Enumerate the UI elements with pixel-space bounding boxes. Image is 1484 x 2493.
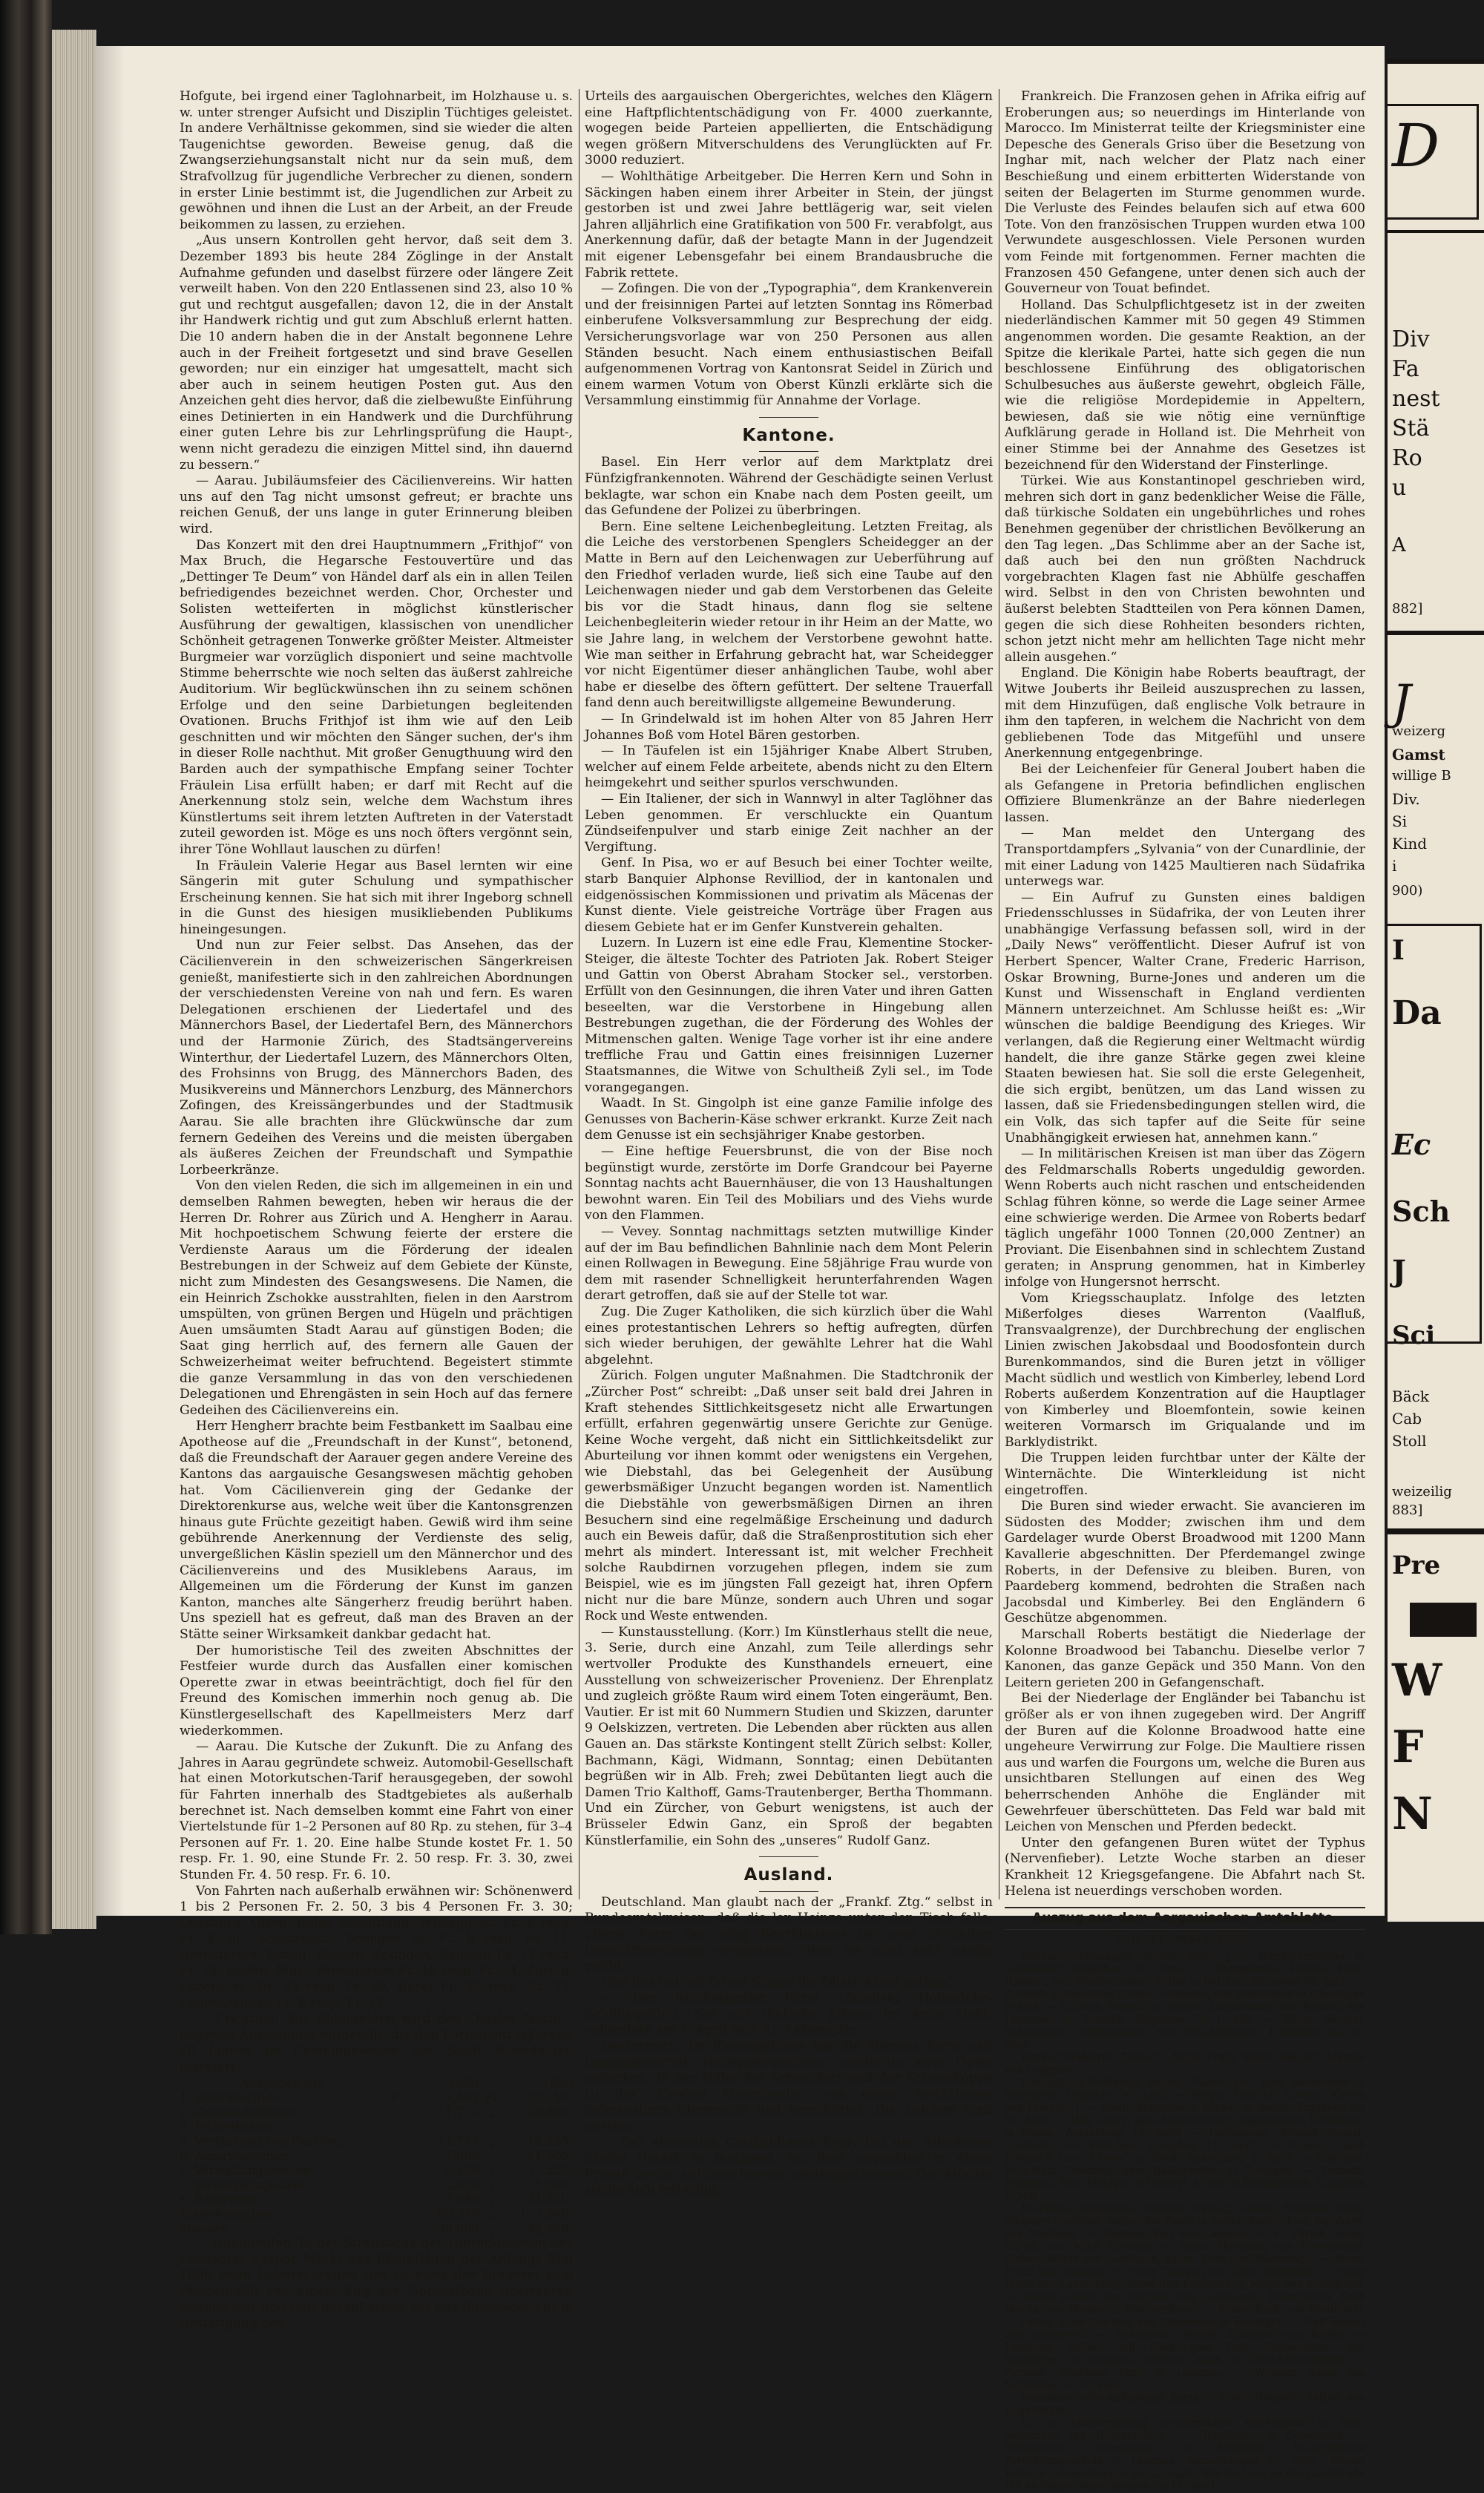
article-paragraph: — Man meldet den Untergang des Transportdampfers „Sylvania“ von der Cunardlinie, der mit einer Ladung von 1425 Maultieren nach Südafrika unterwegs war. <box>1005 826 1365 890</box>
article-paragraph: — Kunstausstellung. (Korr.) Im Künstlerhaus stellt die neue, 3. Serie, durch eine Anzahl, zum Teile allerdings sehr wertvoller Produkte des Kunsthandels erneuert, eine Ausstellung von schweizerischer Provenienz. Der Ehrenplatz und zugleich größte Raum wird einem Toten eingeräumt, Ben. Vautier. Er ist mit 60 Nummern Studien und Skizzen, darunter 9 Oelskizzen, vertreten. Die Lebenden aber rückten aus allen Gauen an. Das stärkste Kontingent stellt Zürich selbst: Koller, Bachmann, Kägi, Widmann, Sonntag; einen Debütanten begrüßen wir in Alb. Freh; zwei Debütanten liegt auch die Damen Trio Kalthoff, Gams-Trautenberger, Bertha Thommann. Und ein Zürcher, von Geburt wenigstens, ist auch der Brüsseler Edwin Ganz, ein Sproß der begabten Künstlerfamilie, ein Sohn des „unseres“ Rudolf Ganz. <box>585 1624 993 1848</box>
article-paragraph: — Ein Aufruf zu Gunsten eines baldigen Friedensschlusses in Südafrika, der von Leuten ihrer unabhängige Verfassung befassen soll, wird in der „Daily News“ veröffentlicht. Dieser Aufruf ist von Herbert Spencer, Walter Crane, Frederic Harrison, Oskar Browning, Burne-Jones und anderen um die Kunst und Wissenschaft in England verdienten Männern unterzeichnet. Am Schlusse heißt es: „Wir wünschen die baldige Beendigung des Krieges. Wir verlangen, daß die Regierung einer Weltmacht würdig handelt, die ihre ganze Stärke gegen zwei kleine Staaten bewiesen hat. Sie soll die erste Gelegenheit, die sich ergibt, benützen, um das Land wissen zu lassen, daß sie Friedensbedingungen stellen wird, die ein Volk, das sich tapfer auf die Seite für seine Unabhängigkeit erwiesen hat, annehmen kann.“ <box>1005 890 1365 1146</box>
ad-text: Kind <box>1392 835 1428 853</box>
table-row <box>180 2163 573 2178</box>
amtsblatt-date: Vom 31. März 1900. <box>1114 1932 1255 1946</box>
ad-text: Ec <box>1392 1128 1431 1161</box>
table-row <box>180 2119 573 2134</box>
article-paragraph: Vom Kriegsschauplatz. Infolge des letzten Mißerfolges dieses Warrenton (Vaalfluß, Transvaalgrenze), der Durchbrechung der englischen Linien zwischen Jakobsdaal und Boodosfontein durch Burenkommandos, sind die Buren jetzt in völliger Macht südlich und westlich von Kimberley, lebend Lord Roberts außerdem Konzentration auf die Hauptlager von Kimberley und Bloemfontein, sowie keinen weiteren Vormarsch im Griqualande und im Barklydistrikt. <box>1005 1290 1365 1450</box>
table-cell: „ <box>395 2177 403 2192</box>
article-paragraph: Zug. Die Zuger Katholiken, die sich kürzlich über die Wahl eines protestantischen Lehrers so heftig aufregten, dürfen sich wieder beruhigen, der gewählte Lehrer hat die Wahl abgelehnt. <box>585 1304 993 1367</box>
table-cell <box>386 2119 413 2134</box>
table-cell: „ <box>395 2221 403 2236</box>
ad-text: nest <box>1392 386 1440 412</box>
table-header-cell: 1900 <box>542 2075 573 2090</box>
table-cell: 17,250. <box>527 2163 573 2178</box>
table-cell: „ <box>395 2163 403 2178</box>
ad-text: I <box>1392 935 1405 966</box>
article-paragraph: Genf. In Pisa, wo er auf Besuch bei einer Tochter weilte, starb Banquier Alphonse Revilliod, der in kantonalen und eidgenössischen Kommissionen und privatim als Mäcenas der Kunst diente. Viele geistreiche Vorträge über Fragen aus diesem Gebiete hat er im Genfer Kunstverein gehalten. <box>585 855 993 935</box>
article-paragraph: — In militärischen Kreisen ist man über das Zögern des Feldmarschalls Roberts ungeduldig geworden. Wenn Roberts auch nicht raschen und entscheidenden Schlag führen könne, so werde die Lage seiner Armee eine schwierige werden. Die Armee von Roberts bedarf täglich ungefähr 1000 Tonnen (20,000 Zentner) an Proviant. Die Eisenbahnen sind in schlechtem Zustand geraten; in Ansprung genommen, hat in Kimberley infolge von Hungersnot herrscht. <box>1005 1146 1365 1290</box>
article-paragraph: Urteils des aargauischen Obergerichtes, welches den Klägern eine Haftpflichtentschädigung von Fr. 4000 zuerkannte, wogegen beide Parteien appellierten, die Entschädigung wegen größern Mitverschuldens des Verunglückten auf Fr. 3000 reduziert. <box>585 89 993 168</box>
ad-text: F <box>1392 1721 1424 1773</box>
article-paragraph: „Aus unsern Kontrollen geht hervor, daß seit dem 3. Dezember 1893 bis heute 284 Zöglinge in der Anstalt Aufnahme gefunden und daselbst fürzere oder längere Zeit verweilt haben. Von den 220 Entlassenen sind 23, also 10 % gut und rechtgut ausgefallen; davon 12, die in der Anstalt ihr Handwerk richtig und gut zum Abschluß erlernt hatten. Die 10 andern haben die in der Anstalt begonnene Lehre auch in der Freiheit fortgesetzt und sind brave Gesellen geworden; nur ein einziger hat umgesattelt, macht sich aber auch in seinem heutigen Posten gut. Aus den Anzeichen geht dies hervor, daß die zielbewußte Einführung eines Detinierten in ein Handwerk und die Durchführung einer guten Lehre bis zur Lehrlingsprüfung die Haupt-, wenn nicht geradezu die einzigen Mittel sind, ihn dauernd zu bessern.“ <box>180 233 573 473</box>
table-cell: 2,650 <box>444 2177 479 2192</box>
article-paragraph: Konkurs-Widerruf. Zurzach. Angst Franz Xaver, Maurer, Marzen von Lengnau. <box>1005 2052 1365 2077</box>
article-paragraph: — Aarau. Jubiläumsfeier des Cäcilienvereins. Wir hatten uns auf den Tag nicht umsonst gefreut; er brachte uns reichen Genuß, der uns lange in guter Erinnerung bleiben wird. <box>180 473 573 537</box>
article-paragraph: Zürich. Folgen unguter Maßnahmen. Die Stadtchronik der „Zürcher Post“ schreibt: „Daß unser seit bald drei Jahren in Kraft stehendes Sittlichkeitsgesetz nicht alle Erwartungen erfüllt, erfahren gegenwärtig unsere Gerichte zur Genüge. Keine Woche vergeht, daß nicht ein Sittlichkeitsdelikt zur Aburteilung vor ihnen kommt oder wenigstens ein Vergehen, wie Diebstahl, das bei Gelegenheit der Ausübung gewerbsmäßiger Unzucht begangen worden ist. Namentlich die Diebstähle von gewerbsmäßigen Dirnen an ihren Besuchern sind eine regelmäßige Erscheinung und dadurch auch ein Beweis dafür, daß die Straßenprostitution sich eher mehrt als mindert. Interessant ist, mit welcher Frechheit solche Raubdirnen vorzugehen pflegen, indem sie zum Beispiel, wie es im jüngsten Fall gezeigt hat, ihren Opfern nicht nur die bare Münze, sondern auch Uhren und sogar Rock und Weste entwenden. <box>585 1368 993 1624</box>
table-row <box>180 2178 573 2193</box>
table-cell: „ <box>489 2104 496 2119</box>
table-cell: 11,722 <box>437 2104 479 2119</box>
table-cell: „ <box>489 2221 496 2236</box>
table-cell: „ <box>395 2134 403 2148</box>
table-cell: „ <box>395 2148 403 2163</box>
article-paragraph: — Eine heftige Feuersbrunst, die von der Bise noch begünstigt wurde, zerstörte im Dorfe Grandcour bei Payerne Sonntag nachts acht Bauernhäuser, die von 13 Haushaltungen bewohnt waren. Ein Teil des Mobiliars und des Viehs wurde von den Flammen. <box>585 1144 993 1223</box>
table-cell: 20,800. <box>527 2104 573 2119</box>
table-cell: „ <box>489 2192 496 2207</box>
table-cell <box>413 2119 479 2134</box>
column-middle <box>585 89 993 2198</box>
article-paragraph: Von Fahrten nach außerhalb erwähnen wir: Schönenwerd 1 bis 2 Personen Fr. 2. 50, 3 bis 4 Personen Fr. 3. 30; Lenzburg, Olten, Kulm, Schöftland, Wildegg ec. Fr. 6 resp. Fr. 8. 50, Schinznach, Seengen ec. Fr. 8 resp. Fr. 11, Bremgarten, Brugg, Wohlen, Zofingen, Reinach Fr. 12 resp. Fr. 18, Baden, Muri, Bremgarten Fr. 18 resp. Fr. 24, Zürich, Luzern ec. Fr. 22 resp. Fr. 30, Basel Fr. 25 resp. Fr. 32, Laurenzenbad Fr. 8 resp. Fr. 12. <box>180 1883 573 2011</box>
amtsblatt-heading: Auszug aus dem Aargauischen Amtsblatte. <box>1005 1907 1365 1930</box>
ad-text: Sci <box>1392 1321 1436 1350</box>
table-row <box>180 2134 573 2149</box>
ad-text: i <box>1392 857 1397 875</box>
table-cell: Steuern <box>180 2221 229 2236</box>
article-paragraph: Marschall Roberts bestätigt die Niederlage der Kolonne Broadwood bei Tabanchu. Dieselbe verlor 7 Kanonen, das ganze Gepäck und 350 Mann. Von den Leitern gerieten 200 in Gefangenschaft. <box>1005 1627 1365 1690</box>
table-row <box>180 2207 573 2221</box>
ad-text: D <box>1392 111 1440 180</box>
article-paragraph: Unter den gefangenen Buren wütet der Typhus (Nervenfieber). Letzte Woche starben an dieser Krankheit 12 Kriegsgefangene. Die Abfahrt nach St. Helena ist neuerdings verschoben worden. <box>1005 1835 1365 1899</box>
ad-text: J <box>1392 675 1411 730</box>
book-binding <box>0 0 52 1934</box>
table-cell: 3. Polizeikasse: <box>180 2119 273 2134</box>
article-paragraph: Ur- u. Amtschreibung. Neuerrichtete Mittelschule in Suhr, verbunden mit Bürgerschule. — Oberlehrer in Gebenstorf. — Unterlehrer Oberschule in Stettfeld. Neuerrichtete Fortbildungsschule in Lengnau. Anmeldungen 22. April. Pfarrei Rohrdorf. Anmeldungen bis 22. April. Wärterstelle an der Landstraße II 8 zu Bözen. Anmeldungen bis 15. April. <box>1005 2417 1365 2493</box>
ad-text: Pre <box>1392 1551 1441 1580</box>
article-paragraph: Basel. Ein Herr verlor auf dem Marktplatz drei Fünfzigfrankennoten. Während der Geschädigte seinen Verlust beklagte, war schon ein Knabe nach dem Posten geeilt, um das Gefundene der Polizei zu überbringen. <box>585 455 993 519</box>
article-paragraph: — Frickthal. Aus Rheinfelden wird den „Basler Nachr.“ folgende Ausstellung mitgeteilt, die den Fortschritt während 20 Jahren im Gemeindewesen der Stadt Rheinfelden markiert: <box>180 2011 573 2075</box>
ad-text: Fa <box>1392 356 1419 382</box>
table-cell: „ <box>489 2148 496 2163</box>
article-paragraph: Herr Hengherr brachte beim Festbankett im Saalbau eine Apotheose auf die „Freundschaft in der Kunst“, betonend, daß die Freundschaft der Aarauer gegen andere Vereine des Kantons das aargauische Gesangswesen mächtig gehoben hat. Vom Cäcilienverein ging der Gedanke der Direktorenkurse aus, welche weit über die Kantonsgrenzen hinaus gute Früchte gezeitigt haben. Gewiß wird ihm seine gebührende Anerkennung der Verdienste des selig, unvergeßlichen Käslin speziell um den Männerchor und des Cäcilienvereins und des Musiklebens Aaraus, im Allgemeinen um die Förderung der Kunst im ganzen Kanton, manches alte Sängerherz freudig berührt haben. Uns speziell hat es gefreut, daß man des Braven an der Stätte seiner Wirksamkeit dankbar gedacht hat. <box>180 1419 573 1642</box>
kantone-section <box>585 455 993 1849</box>
ad-text: J <box>1392 1254 1406 1289</box>
article-paragraph: In Fräulein Valerie Hegar aus Basel lernten wir eine Sängerin mit guter Schulung und sympathischer Erscheinung kennen. Sie hat sich mit ihrer Ingeborg schnell in die Gunst des hiesigen musikliebenden Publikums hineingesungen. <box>180 858 573 937</box>
table-cell: „ <box>489 2163 496 2178</box>
table-header-cell: Ausgaben pro <box>240 2075 325 2090</box>
article-paragraph: — In Täufelen ist ein 15jähriger Knabe Albert Struben, welcher auf einem Felde arbeitete, abends nicht zu den Eltern heimgekehrt und seither spurlos verschwunden. <box>585 743 993 791</box>
table-cell: 7,000 <box>444 2148 479 2163</box>
table-cell: 60,379 <box>437 2206 479 2221</box>
article-paragraph: — Aarau. Die Kutsche der Zukunft. Die zu Anfang des Jahres in Aarau gegründete schweiz. Automobil-Gesellschaft hat einen Motorkutschen-Tarif herausgegeben, der sowohl für Fahrten innerhalb des Stadtgebietes als außerhalb berechnet ist. Nach demselben kommt eine Fahrt von einer Viertelstunde für 1–2 Personen auf 80 Rp. zu stehen, für 3–4 Personen auf Fr. 1. 20. Eine halbe Stunde kostet Fr. 1. 50 resp. Fr. 1. 90, eine Stunde Fr. 2. 50 resp. Fr. 3. 30, zwei Stunden Fr. 4. 50 resp. Fr. 6. 10. <box>180 1739 573 1882</box>
table-cell: „ <box>489 2177 496 2192</box>
article-paragraph: — Rheinfelden. In der Streitsache der Hinterlassenen des Landwirts Kaspar Märki aus Rheinfelden der Anfangs Mai 1898 beim Ueberschreiten des Geleises der Brauerei zum Feldschlößli von einem Zug der Nordostbahn überfahren worden war und tags darauf starb, hat das Bundesgericht in Bestätigung des <box>180 2236 573 2331</box>
article-paragraph: Oesterreich. Im Riesengebirge hat die überaus harte und langandauernde Hochgebirgswinter wiederum zwei Opfer gefordert. In der Nähe des Schneiders und der Schneekoppe ist der „Großen Sturmhaube“ von einem furchtbaren Schneesturm überrascht und verschüttet. Die Leichen fand gestern. <box>585 2039 993 2135</box>
table-cell: „ <box>395 2192 403 2207</box>
section-heading-ausland: Ausland. <box>743 1865 834 1885</box>
newspaper-page <box>95 46 1385 2493</box>
ad-text: Gamst <box>1392 746 1445 763</box>
column-left <box>180 89 573 2331</box>
article-paragraph: Und nun zur Feier selbst. Das Ansehen, das der Cäcilienverein in den schweizerischen Sängerkreisen genießt, manifestierte sich in den zahlreichen Abordnungen der verschiedensten Vereine von nah und fern. Es waren Delegationen erschienen der Liedertafel und des Männerchors Basel, der Liedertafel Bern, des Männerchors und der Harmonie Zürich, des Stadtsängervereins Winterthur, der Liedertafel Luzern, des Männerchors Olten, des Frohsinns von Brugg, des Männerchors Baden, des Musikvereins und Männerchors Lenzburg, des Männerchors Zofingen, des Kreissängerbundes und der Stadtmusik Aarau. Sie alle brachten ihre Glückwünsche dar zum fernern Gedeihen des Vereins und die meisten übergaben als äußeres Zeichen der Freundschaft und Sympathie Lorbeerkränze. <box>180 938 573 1177</box>
article-paragraph: — Ein Italiener, der sich in Wannwyl in alter Taglöhner das Leben genommen. Er verschluckte ein Quantum Zündseifenpulver und starb einige Zeit nachher an der Vergiftung. <box>585 791 993 855</box>
section-divider <box>759 1891 818 1892</box>
article-paragraph: Waadt. In St. Gingolph ist eine ganze Familie infolge des Genusses von Bacherin-Käse schwer erkrankt. Kurze Zeit nach dem Genusse ist ein sechsjähriger Knabe gestorben. <box>585 1096 993 1143</box>
ad-text: 900) <box>1392 883 1423 899</box>
table-cell: Fr. <box>484 2090 502 2105</box>
table-header-cell: 1880 <box>448 2075 479 2090</box>
article-paragraph: Und das hat mit ihrem Singer die Ohstruktion gethan! <box>601 1974 953 1990</box>
section-divider <box>759 417 818 418</box>
article-paragraph: Vormundschafts-Aufhebung. Zurzach. Zöbel, Heinrich, Sattler, von Degerfelden. <box>1005 2392 1365 2417</box>
section-divider <box>759 1856 818 1857</box>
article-paragraph: Konkurs-Eröffnungen. Baden. Killer, Jos., Schreinermeister in Gebenstorf. Eingaben 30. April. — Bremgarten. Leupin, Fritz, Händler, von Windischstein, früher in Berikon, Eingaben 30. April. — Zurzach. Gutenacher, Gottfr., Schlosser, von Staffelbach in Ofstringen Schluß. — Zurzach. Höger, Ihr. Johann, Zimmermann und Krämer, von Lienstein, in Zurzach. Eingaben bis 1. Mai. — Wyler, Samuel, Schweizerin, Weißwäscher, von Neu-Endingen. Eingaben bis 10. April. <box>1005 1951 1365 2052</box>
amtsblatt-entries <box>1005 1951 1365 2493</box>
ad-text: 882] <box>1392 601 1423 617</box>
article-paragraph: Das Konzert mit den drei Hauptnummern „Frithjof“ von Max Bruch, die Hegarsche Festouvertüre und das „Dettinger Te Deum“ von Händel darf als ein in allen Teilen befriedigendes bezeichnet werden. Chor, Orchester und Solisten wetteiferten in möglichst künstlerischer Ausführung der gewaltigen, klassischen von unendlicher Schönheit getragenen Tonwerke größter Meister. Altmeister Burgmeier war vorzüglich disponiert und seine machtvolle Stimme beherrschte wie noch selten das äußerst zahlreiche Auditorium. Wir beglückwünschen ihn zu seinem schönen Erfolge und den seine Darbietungen begleitenden Ovationen. Bruchs Frithjof ist ihm wie auf den Leib geschnitten und wir möchten den Sänger suchen, der's ihm in dieser Rolle nachthut. Mit großer Genugthuung wird den Barden auch der sympathische Empfang seiner Tochter Fräulein Lisa erfüllt haben; er darf mit Recht auf die Anerkennung stolz sein, welche dem Wachstum ihres Künstlertums seit ihrem letzten Auftreten in der Vaterstadt zuteil geworden ist. Möge es uns noch öfters vergönnt sein, ihrer Töne Wohllaut lauschen zu dürfen! <box>180 537 573 857</box>
table-cell: 117,900. <box>519 2206 573 2221</box>
article-paragraph: — In Grindelwald ist im hohen Alter von 85 Jahren Herr Johannes Boß vom Hotel Bären gestorben. <box>585 711 993 743</box>
article-paragraph: Frankreich. Die Franzosen gehen in Afrika eifrig auf Eroberungen aus; so neuerdings im Hinterlande von Marocco. Im Ministerrat teilte der Kriegsminister eine Depesche des Generals Griso über die Besetzung von Inghar mit, nach welcher der Platz nach einer Beschießung und einem erbitterten Widerstande von seiten der Belagerten im Sturme genommen wurde. Die Verluste des Feindes belaufen sich auf etwa 600 Tote. Von den französischen Truppen wurden etwa 100 Verwundete ausgeschlossen. Viele Personen wurden vom Feinde mit fortgenommen. Ferner machten die Franzosen 450 Gefangene, unter denen sich auch der Gouverneur von Touat befindet. <box>1005 89 1365 297</box>
article-paragraph: Hofgute, bei irgend einer Taglohnarbeit, im Holzhause u. s. w. unter strenger Aufsicht und Disziplin Tüchtiges geleistet. In andere Verhältnisse gekommen, sind sie wieder die alten Taugenichtse geworden. Beweise genug, daß die Zwangserziehungsanstalt nicht nur da sein muß, dem Strafvollzug für jugendliche Verbrecher zu dienen, sondern in erster Linie bestimmt ist, die Jugendlichen zur Arbeit zu gewöhnen und ihnen die Lust an der Arbeit, an der Freude beikommen zu lassen, zu erziehen. <box>180 89 573 232</box>
article-paragraph: Die Truppen leiden furchtbar unter der Kälte der Winternächte. Die Winterkleidung ist nicht eingetroffen. <box>1005 1451 1365 1498</box>
table-cell: Fr. <box>390 2090 408 2105</box>
table-cell: Total-Ausgaben <box>180 2206 274 2221</box>
table-cell: 9,500 <box>444 2163 479 2178</box>
table-cell <box>479 2119 506 2134</box>
ad-text: Cab <box>1392 1410 1422 1428</box>
article-paragraph: — Wohlthätige Arbeitgeber. Die Herren Kern und Sohn in Säckingen haben einem ihrer Arbeiter in Stein, der jüngst gestorben ist und zwei Jahre bettlägerig war, seit vielen Jahren alljährlich eine Gratifikation von 500 Fr. verabfolgt, aus Anerkennung dafür, daß der betagte Mann in der Jugendzeit mit eigener Lebensgefahr bei einem Brandausbruche die Fabrik rettete. <box>585 168 993 280</box>
article-paragraph: Bei der Leichenfeier für General Joubert haben die als Gefangene in Pretoria befindlichen englischen Offiziere Blumenkränze an der Bahre niederlegen lassen. <box>1005 761 1365 825</box>
article-paragraph: Luzern. In Luzern ist eine edle Frau, Klementine Stocker-Steiger, die älteste Tochter des Patrioten Jak. Robert Steiger und Gattin von Oberst Abraham Stocker sel., verstorben. Erfüllt von den Gesinnungen, die ihren Vater und ihren Gatten beseelten, war die Verstorbene in Hingebung allen Bestrebungen zugethan, die der Förderung des Wohles der Mitmenschen galten. Wenige Tage vorher ist ihr eine andere treffliche Frau und Gattin eines freisinnigen Luzerner Staatsmannes, die Witwe von Schultheiß Zyli sel., im Tode vorangegangen. <box>585 936 993 1095</box>
article-paragraph: Der humoristische Teil des zweiten Abschnittes der Festfeier wurde durch das Ausfallen einer komischen Operette zwar in etwas beeinträchtigt, doch fiel für den Freund des Komischen immerhin noch genug ab. Die Künstlergesellschaft des Kapellmeisters Merz darf wiederkommen. <box>180 1643 573 1738</box>
article-paragraph: Bei der Niederlage der Engländer bei Tabanchu ist größer als er von ihnen zugegeben wird. Der Angriff der Buren auf die Kolonne Broadwood hatte eine ungeheure Verwirrung zur Folge. Die Maultiere rissen aus und warfen die Fourgons um, welche die Buren aus unsichtbaren Stellungen auf einen des Weg beherrschenden Anhöhe die Engländer mit Gewehrfeuer überschütteten. Das Feld war bald mit Leichen von Menschen und Pferden bedeckt. <box>1005 1691 1365 1835</box>
ad-text: Si <box>1392 812 1408 830</box>
table-header-row <box>180 2076 573 2091</box>
ausland-continued-section <box>1005 89 1365 1899</box>
article-paragraph: Deutschland. Man glaubt nach der „Frankf. Ztg.“ selbst in Bundesratskreisen, daß die lex Heinze unter den Tisch falle. „Diese Form des selig Begräbnisses ist zwar in keiner Geschäftsordnung vorgesehen, aber sie wird sehr häufig geübt.“ <box>585 1894 993 1974</box>
article-paragraph: — Zofingen. Die von der „Typographia“, dem Krankenverein und der freisinnigen Partei auf letzten Sonntag ins Römerbad einberufene Volksversammlung zur Besprechung der eidg. Versicherungsvorlage war von 250 Personen aus allen Ständen besucht. Nach einem enthusiastischen Beifall aufgenommenen Vortrag von Kantonsrat Seidel in Zürich und einem warmen Votum von Oberst Künzli erklärte sich die Versammlung einstimmig für Annahme der Vorlage. <box>585 281 993 409</box>
article-paragraph: Von den vielen Reden, die sich im allgemeinen in ein und demselben Rahmen bewegten, heben wir heraus die der Herren Dr. Rohrer aus Zürich und A. Hengherr in Aarau. Mit hochpoetischem Schwung feierte der erstere die Verdienste Aaraus um die Förderung der idealen Bestrebungen in der Schweiz auf dem Gebiete der Künste, nicht zum Mindesten des Gesangswesens. Die Namen, die ein Heinrich Zschokke ausstrahlten, fielen in den Aarstrom umspülten, von grünen Bergen und Hügeln und prächtigen Auen umsäumten Stadt Aarau auf günstigen Boden; die Saat ging herrlich auf, des fernern alle Gauen der Schweizerheimat weiter befruchtend. Begeistert stimmte die ganze Versammlung in das von den verschiedenen Delegationen und Ehrengästen in sein Hoch auf das fernere Gedeihen des Cäcilienvereins ein. <box>180 1178 573 1418</box>
ad-text: W <box>1392 1655 1442 1707</box>
ad-text: Div <box>1392 326 1430 352</box>
ad-border <box>1388 1528 1484 1534</box>
table-row <box>180 2221 573 2236</box>
ad-text: Stoll <box>1392 1432 1427 1450</box>
table-cell: 1. Bezirksschule <box>180 2090 280 2105</box>
adjacent-page-fragment <box>1388 59 1484 1922</box>
table-cell: a. Verzinsung von Passiven <box>180 2134 344 2148</box>
table-cell: 5,050. <box>534 2177 573 2192</box>
table-cell: e. Bauwesen <box>180 2192 257 2207</box>
ad-text: Ro <box>1392 445 1422 471</box>
article-paragraph: Bern. Eine seltene Leichenbegleitung. Letzten Freitag, als die Leiche des verstorbenen Spenglers Scheidegger an der Matte in Bern auf den Leichenwagen zur Ueberführung auf den Friedhof verladen wurde, ließ sich eine Taube auf den Leichenwagen nieder und gab dem Verstorbenen das Geleite bis vor die Stadt hinaus, dann flog sie seltene Leichenbegleiterin wieder retour in ihr Heim an der Matte, wo sie Jahre lang, in welchem der Verstorbene gewohnt hatte. Wie man seither in Erfahrung gebracht hat, war Scheidegger vor nicht Eigentümer dieser anhänglichen Taube, wohl aber habe er dieselbe des öftern gefüttert. Der seltene Trauerfall fand denn auch bereitwilligste allgemeine Bewunderung. <box>585 519 993 711</box>
article-paragraph: Die Buren sind wieder erwacht. Sie avancieren im Südosten des Modder; zwischen ihm und dem Gardelager wurde Oberst Broadwood mit 1200 Mann Kavallerie abgeschnitten. Der Pferdemangel zwinge Roberts, in der Defensive zu bleiben. Buren, von Paardeberg kommend, bedrohten die Straßen nach Jacobsdal und Kimberley. Bei den Engländern 6 Geschütze abgenommen. <box>1005 1499 1365 1626</box>
ad-text: Div. <box>1392 790 1420 808</box>
table-cell: „ <box>395 2104 403 2119</box>
article-paragraph: — Der Reichskanzler Fürst Chlodwig Hohenlohe-Schillingsfürst, der seit fünfzehn Jahren im Amte steht, vollendete am 1. April sein 81. Lebensjahr. <box>585 1991 993 2038</box>
article-paragraph: England. Die Königin habe Roberts beauftragt, der Witwe Jouberts ihr Beileid auszusprechen zu lassen, mit dem Hinzufügen, daß englische Volk betraure in ihm den tapferen, in welchem die Nachricht von dem gebliebenen Tode das Mitgefühl und unsere Anerkennung entgegenbringe. <box>1005 666 1365 761</box>
ad-text: weizeilig <box>1392 1484 1452 1500</box>
table-cell: „ <box>395 2206 403 2221</box>
ad-text: u <box>1392 475 1407 501</box>
table-cell: d. Sicherheitspolizei <box>180 2177 304 2192</box>
section-heading-kantone: Kantone. <box>742 425 835 445</box>
ad-text: weizerg <box>1392 723 1446 739</box>
ad-text: Stä <box>1392 416 1430 441</box>
table-cell: b. Amortisationen <box>180 2148 289 2163</box>
table-cell: „ <box>489 2134 496 2148</box>
article-paragraph: — Der ehemalige Garibaldianer Ryuly hat den Advokaten Stefan Horath in Budapest, bei dem gegenüber er einen Prozeß verlor, auf dem Bureau niedergeschossen. Der Mörder stellte sich freiwillig. <box>585 2135 993 2198</box>
article-paragraph: — Vevey. Sonntag nachmittags setzten mutwillige Kinder auf der im Bau befindlichen Bahnlinie nach dem Mont Pelerin einen Rollwagen in Bewegung. Eine 58jährige Frau wurde von dem mit rasender Schnelligkeit herunterfahrenden Wagen derart getroffen, daß sie auf der Stelle tot war. <box>585 1223 993 1304</box>
table-cell <box>506 2119 573 2134</box>
article-paragraph: Holland. Das Schulpflichtgesetz ist in der zweiten niederländischen Kammer mit 50 gegen 49 Stimmen angenommen worden. Die gesamte Reaktion, an der Spitze die klerikale Partei, hatte sich gegen die nun beschlossene Einführung des obligatorischen Schulbesuches aus äußerste gewehrt, obgleich Fälle, wie die religiöse Mordepidemie in Appeltern, bewiesen, daß sie wie nötig eine vernünftige Aufklärung gerade in Holland ist. Die Mehrheit von einer Stimme bei der Annahme des Gesetzes ist bezeichnend für den Widerstand der Finsterlinge. <box>1005 297 1365 473</box>
ad-text: N <box>1392 1788 1433 1840</box>
column-rule <box>579 89 580 1899</box>
table-cell: c. Verwaltungskosten <box>180 2163 310 2178</box>
ad-text: Bäck <box>1392 1387 1429 1405</box>
table-cell: „ <box>489 2206 496 2221</box>
table-row <box>180 2090 573 2105</box>
table-row <box>180 2105 573 2120</box>
table-cell: 21,450. <box>527 2192 573 2207</box>
table-cell: 11,500. <box>527 2148 573 2163</box>
ad-text: Da <box>1392 994 1442 1032</box>
table-row <box>180 2192 573 2207</box>
table-cell: 14,435. <box>527 2134 573 2148</box>
ausland-section <box>585 1895 993 2199</box>
column-right <box>1005 89 1365 2493</box>
table-cell: 42,250. <box>527 2221 573 2236</box>
page-stack-edge <box>52 30 96 1929</box>
ad-text: A <box>1392 534 1406 556</box>
ad-text: Sch <box>1392 1195 1451 1228</box>
article-paragraph: Liquidations-Eröffnung. Baden. Stählin, Jos., gew. Baumeister in Wettingen. Eingaben 30. April. — Burger, Gottlieb, Giesser, Käferli von Freienwyl. — Meril, Magdalena, Witwe, in Baden. Eingaben bis 10. April. — Hug Georg, gew. Schmied und Ziegelmeister, Einwohner in Baden, Anmeldung 10. April. — Laufenburg. Schmid August, Gastwirt, von Steinfeld. Eingaben 11. April. — Rohrer, Jakob Friedrich zum „Löwen“ in Frick. Anmeldung 1. April. — Zofingen. Wirz-Wolf, Friedrich, gew. Bankdirektor in Zofingen. — Zurzach. Johannes, Schn Metzger in Huttwyl, früher in Strengelbach. Eingaben 1. Mai. <box>1005 2077 1365 2203</box>
table-row <box>180 2149 573 2164</box>
ad-border <box>1388 631 1484 635</box>
ad-text: willige B <box>1392 768 1451 784</box>
ad-text: 883] <box>1392 1502 1423 1518</box>
table-cell: 2. Gemeindeschule <box>180 2104 296 2119</box>
table-cell: 7,080 <box>444 2192 479 2207</box>
article-paragraph: Fruchtlos Gepfändete. Zurzach. Herzog, Gabriel, Schmied, Sohn, Ammann Christian, Schneider. Beide in Aarau. Baden. Karl, Reinhard, von Wettikon. — Wiermer Karl von Langnau a. A., Zürich. Suter, Alfred, von Mieß Böhmen, — Meier Hermann von Birmenstorf. Stuber, Albert von Leimbach, Kulm. Fritz von Wädenswyl. — Suter, Franz von Lengnau. — Meier Traugott von Ober-Siggenthal. — Jenny Jakob von Laufenburg. Basel und Laufenburg, Maler von Schöftland. — Walter Johann von Zurzach und Geroldswyl. Bremgarten. Koch Moritz, von Wyden, in Oberurnfoten. — Maier, Emil, von Niederwyl, — Zürich. Stier Gottlieb, von Gebenstorf in Endingen. — Ruff Robert von Niederwyl. — Schwarzer, Rudolf, Eheleute von Baden. — Lenzburg. Keller, Emil, Sohn, gew. Fritz, Zimmermann, von Sigglingen, in Lengnau. Wittmer Jakob, in Ober-Ehrendingen. — Zurzach. Rohrbeer Emil, in Lengnau. — Widmer, Jakob von Siggenthal, in Zurzach. <box>1005 2203 1365 2392</box>
table-cell: 11,731 <box>437 2134 479 2148</box>
article-paragraph: Türkei. Wie aus Konstantinopel geschrieben wird, mehren sich dort in ganz bedenklicher Weise die Fälle, daß türkische Soldaten ein ungebührliches und rohes Benehmen gegenüber der christlichen Bevölkerung an den Tag legen. „Das Schlimme aber an der Sache ist, daß auch bei den nun größten Nachdruck vorgebrachten Klagen fast nie Abhülfe geschaffen wird. Selbst in den von Christen bewohnten und äußerst belebten Stadtteilen von Pera können Damen, gegen die sich diese Rohheiten besonders richten, schon jetzt nicht mehr am hellichten Tage nicht mehr allein ausgehen.“ <box>1005 473 1365 665</box>
ad-border <box>1388 59 1484 64</box>
table-cell: 33,000 <box>437 2221 479 2236</box>
section-divider <box>759 451 818 452</box>
table-cell: 7,552 <box>444 2090 479 2105</box>
expense-table <box>180 2076 573 2236</box>
table-cell: 20,150. <box>527 2090 573 2105</box>
ad-block <box>1410 1603 1477 1637</box>
ad-border <box>1388 230 1484 233</box>
